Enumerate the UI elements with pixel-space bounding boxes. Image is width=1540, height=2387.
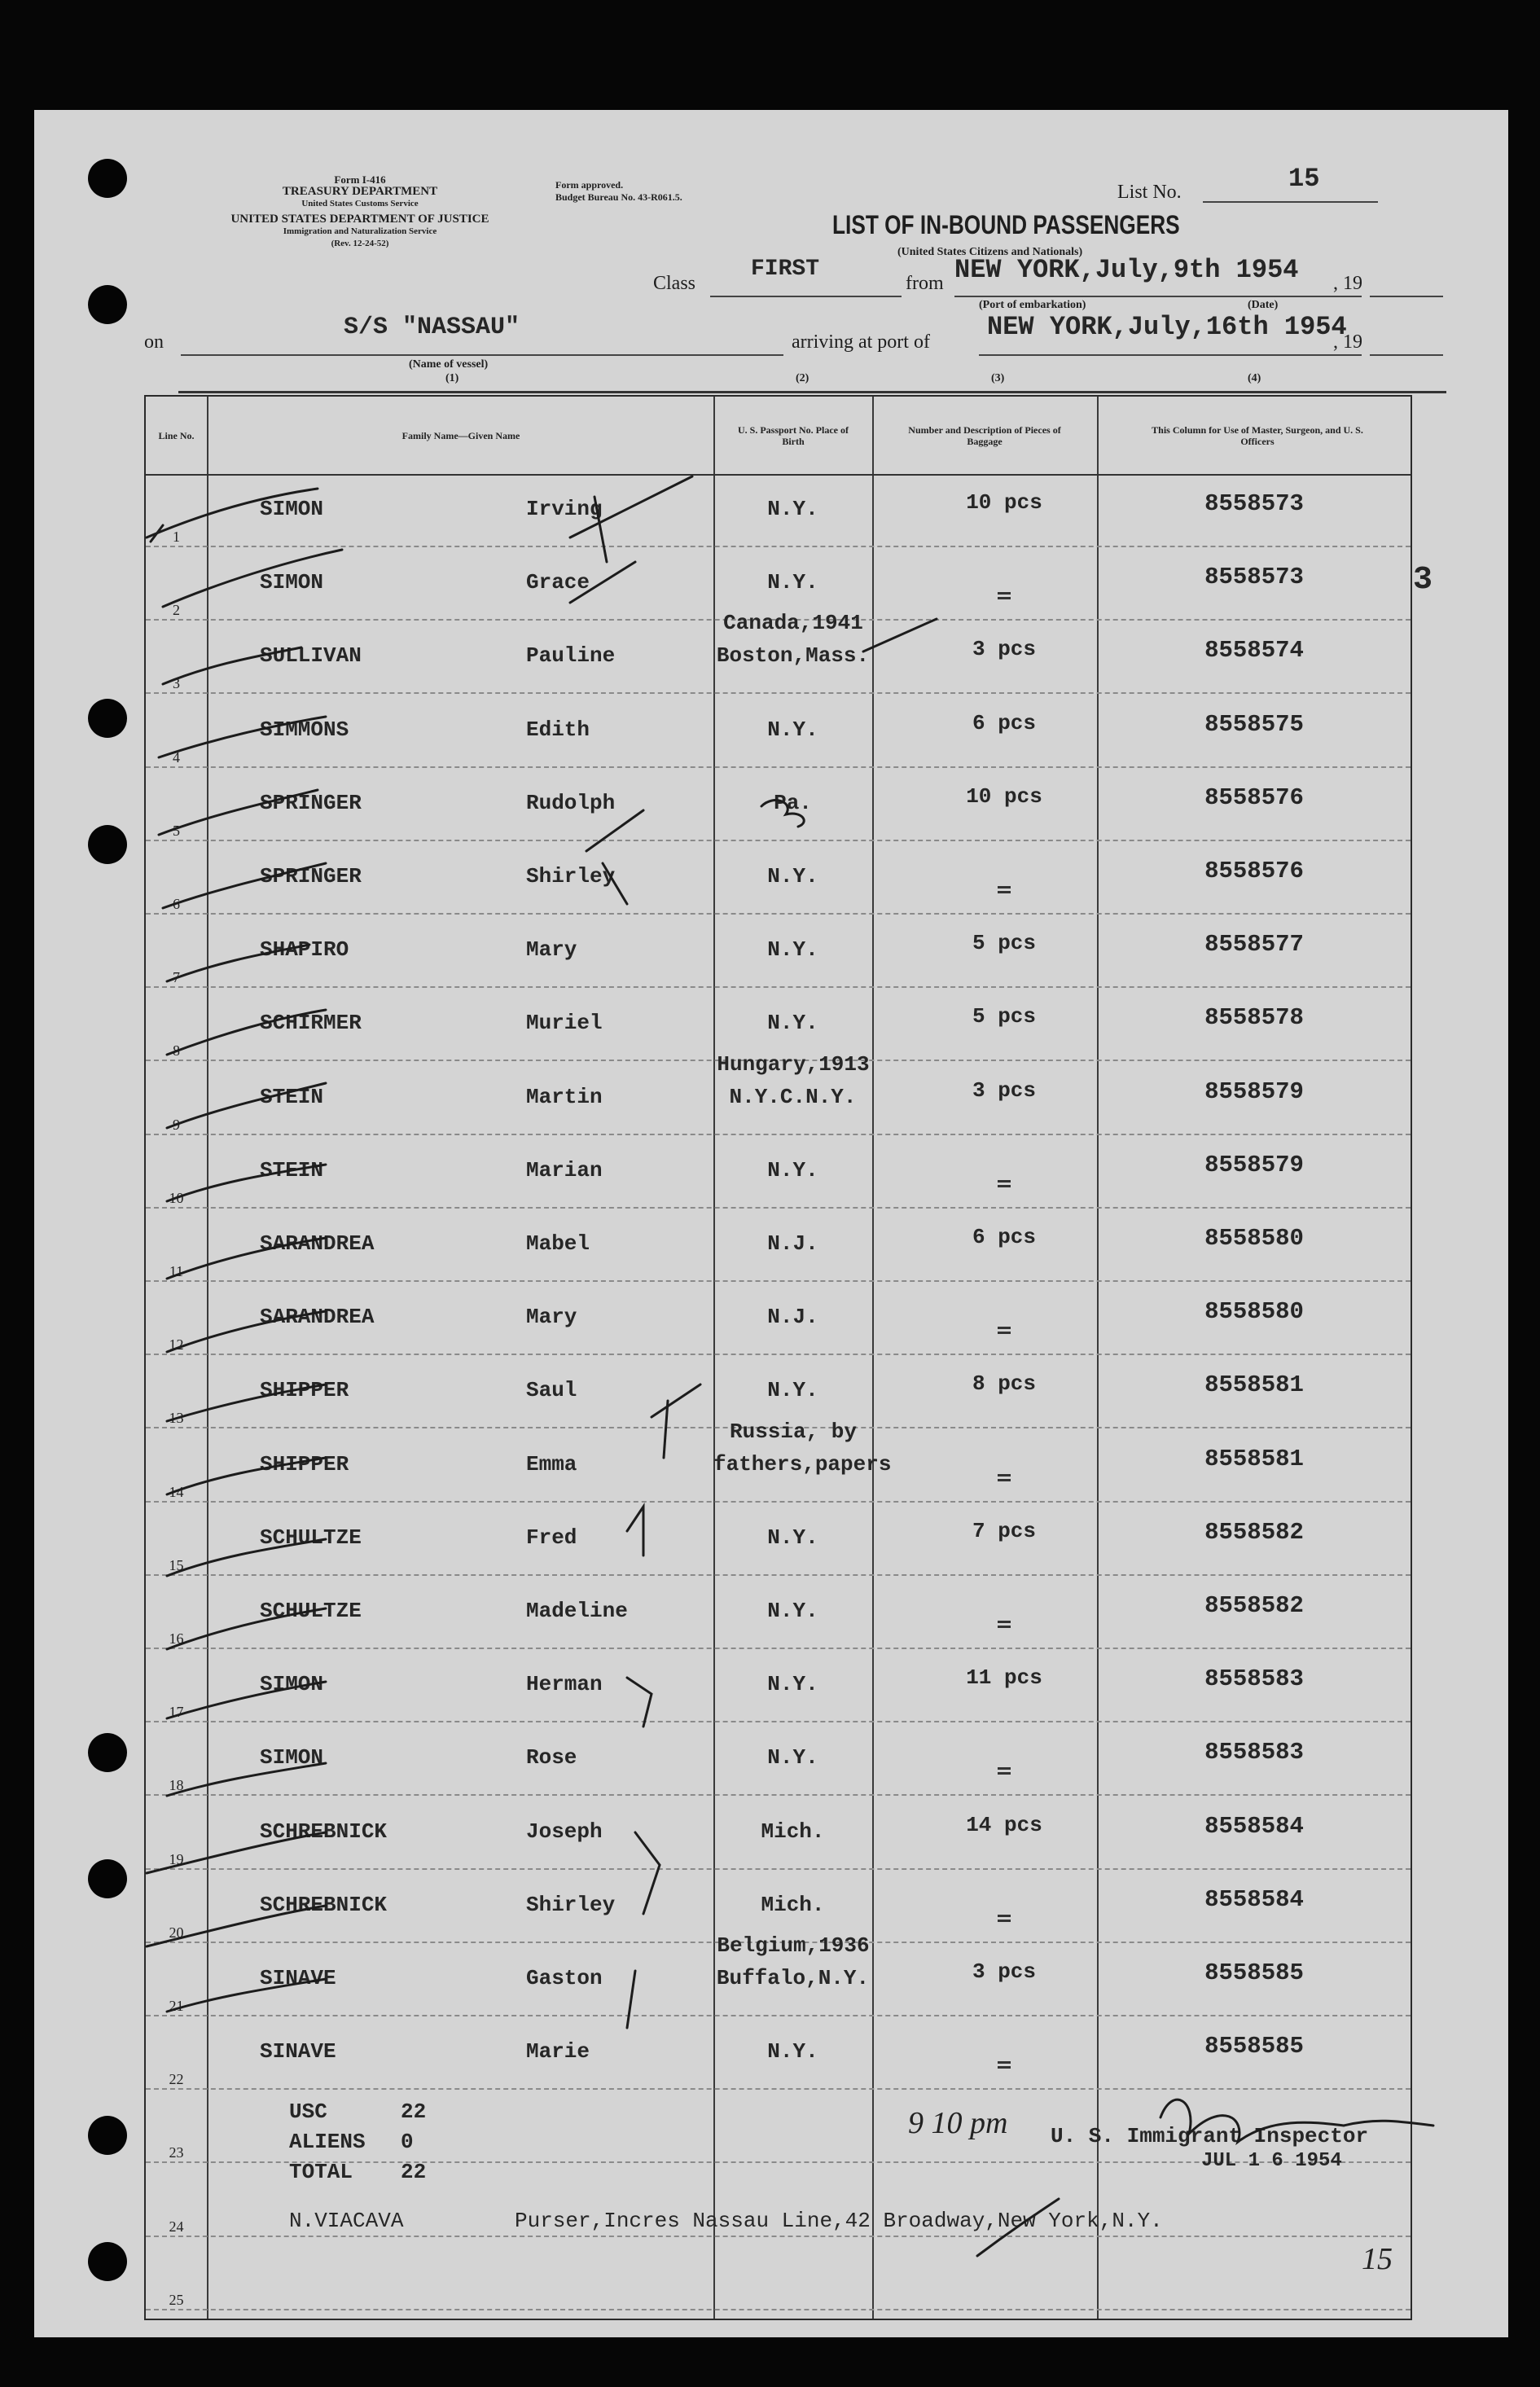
table-row: [146, 1576, 1411, 1649]
baggage: 6 pcs: [972, 710, 1036, 735]
place-of-birth: N.Y.: [767, 2039, 818, 2064]
table-row: [146, 611, 1411, 694]
given-name: Mabel: [526, 1231, 590, 1256]
line-number: 14: [169, 1483, 184, 1500]
place-of-birth: Mich.: [761, 1819, 825, 1844]
family-name: SINAVE: [260, 2039, 336, 2064]
given-name: Fred: [526, 1525, 577, 1550]
given-name: Madeline: [526, 1599, 628, 1623]
family-name: SCHREBNICK: [260, 1892, 388, 1917]
line-number: 8: [173, 1042, 180, 1060]
col-num-1: (1): [445, 372, 459, 384]
on-label: on: [144, 331, 164, 353]
official-number: 8558580: [1204, 1298, 1304, 1326]
table-row: [146, 1355, 1411, 1428]
ditto-mark: [926, 874, 1082, 899]
line-number: 6: [173, 896, 180, 912]
table-row: [146, 1135, 1411, 1209]
family-name: STEIN: [260, 1157, 324, 1183]
line-number: 21: [169, 1998, 184, 2014]
treasury-dept: TREASURY DEPARTMENT: [282, 185, 438, 198]
given-name: Herman: [526, 1672, 603, 1697]
year-suffix-2: , 19: [1333, 331, 1362, 353]
form-number: Form I-416: [334, 173, 386, 186]
family-name: SCHULTZE: [260, 1525, 362, 1550]
given-name: Martin: [526, 1084, 603, 1109]
official-number: 8558583: [1204, 1665, 1304, 1693]
place-of-birth: Mich.: [761, 1892, 825, 1917]
place-of-birth: N.Y.: [767, 1672, 818, 1697]
place-of-birth: N.Y.: [767, 1157, 818, 1183]
table-row: [146, 768, 1411, 841]
line-number: 2: [173, 602, 180, 619]
table-row: [146, 1503, 1411, 1576]
family-name: SHIPPER: [260, 1451, 349, 1477]
given-name: Rudolph: [526, 790, 616, 815]
official-number: 8558582: [1204, 1592, 1304, 1619]
ditto-mark: [926, 1314, 1082, 1340]
family-name: SIMON: [260, 1745, 324, 1771]
table-row: [146, 841, 1411, 915]
birth-note: Belgium,1936: [717, 1933, 870, 1958]
official-number: 8558582: [1204, 1518, 1304, 1546]
given-name: Rose: [526, 1745, 577, 1771]
budget-bureau: Budget Bureau No. 43-R061.5.: [555, 191, 682, 203]
usc-count: 22: [401, 2100, 427, 2124]
official-number: 8558574: [1204, 637, 1304, 665]
arriving-label: arriving at port of: [792, 331, 930, 353]
col-header-passport: U. S. Passport No. Place of Birth: [738, 423, 849, 447]
line-number: 20: [169, 1924, 184, 1941]
total-label: TOTAL: [289, 2160, 353, 2184]
official-number: 8558577: [1204, 931, 1304, 959]
line-number: 25: [169, 2291, 184, 2308]
table-row: [146, 547, 1411, 621]
place-of-birth: N.Y.: [767, 1011, 818, 1036]
place-of-birth: N.J.: [767, 1305, 818, 1330]
birth-note: Hungary,1913: [717, 1051, 870, 1077]
place-of-birth: N.Y.: [767, 570, 818, 595]
purser-name: N.VIACAVA: [289, 2209, 404, 2233]
punch-hole: [88, 2116, 127, 2155]
form-approved: Form approved.: [555, 179, 624, 191]
inspector-title: U. S. Immigrant Inspector: [1051, 2124, 1369, 2148]
ditto-mark: [926, 1755, 1082, 1780]
total-count: 22: [401, 2160, 427, 2184]
baggage: 5 pcs: [972, 1004, 1036, 1029]
baggage: 14 pcs: [966, 1812, 1042, 1837]
customs-service: United States Customs Service: [301, 199, 419, 208]
place-of-birth: fathers,papers: [713, 1451, 892, 1477]
table-row: [146, 1722, 1411, 1796]
place-of-birth: N.Y.: [767, 717, 818, 742]
col-num-3: (3): [991, 372, 1005, 384]
given-name: Pauline: [526, 643, 616, 669]
table-row: [146, 2237, 1411, 2310]
line-number: 22: [169, 2071, 184, 2088]
given-name: Irving: [526, 497, 603, 521]
place-of-birth: N.Y.: [767, 1745, 818, 1771]
place-of-birth: Boston,Mass.: [716, 643, 870, 669]
family-name: SULLIVAN: [260, 643, 362, 669]
given-name: Gaston: [526, 1966, 603, 1990]
col-header-baggage: Number and Description of Pieces of Baggage: [908, 423, 1061, 447]
col-header-name: Family Name—Given Name: [401, 429, 520, 441]
baggage: 7 pcs: [972, 1518, 1036, 1543]
place-of-birth: N.Y.: [767, 1525, 818, 1550]
family-name: SARANDREA: [260, 1231, 375, 1256]
line-number: 7: [173, 969, 180, 986]
official-number: 8558576: [1204, 783, 1304, 811]
table-row: [146, 1419, 1411, 1503]
inspection-stamp-date: JUL 1 6 1954: [1201, 2150, 1342, 2172]
official-number: 8558585: [1204, 1959, 1304, 1986]
baggage: 3 pcs: [972, 1077, 1036, 1103]
baggage: 5 pcs: [972, 931, 1036, 956]
baggage: 11 pcs: [966, 1665, 1042, 1691]
passenger-table: [144, 395, 1412, 2320]
place-of-birth: N.J.: [767, 1231, 818, 1256]
line-number: 16: [169, 1630, 184, 1647]
ins-service: Immigration and Naturalization Service: [283, 226, 437, 236]
line-number: 12: [169, 1336, 184, 1354]
line-number: 18: [169, 1777, 184, 1794]
given-name: Emma: [526, 1451, 577, 1477]
given-name: Shirley: [526, 864, 616, 889]
official-number: 8558584: [1204, 1885, 1304, 1913]
date-caption: (Date): [1248, 299, 1279, 311]
purser-address: Purser,Incres Nassau Line,42 Broadway,New York,N.Y.: [515, 2209, 1163, 2233]
vessel-name: S/S "NASSAU": [344, 314, 520, 341]
class-label: Class: [653, 273, 696, 294]
col-header-line: Line No.: [158, 429, 195, 441]
given-name: Shirley: [526, 1892, 616, 1917]
table-row: [146, 1209, 1411, 1282]
baggage: 3 pcs: [972, 637, 1036, 662]
baggage: 8 pcs: [972, 1371, 1036, 1397]
ditto-mark: [926, 1168, 1082, 1193]
punch-hole: [88, 1733, 127, 1772]
family-name: SCHREBNICK: [260, 1819, 388, 1844]
usc-label: USC: [289, 2100, 327, 2124]
place-of-birth: Buffalo,N.Y.: [716, 1966, 870, 1990]
official-number: 8558576: [1204, 858, 1304, 884]
given-name: Mary: [526, 1305, 577, 1330]
table-row: [146, 1933, 1411, 2016]
line-number: 17: [169, 1704, 184, 1721]
from-label: from: [906, 273, 944, 294]
place-of-birth: N.Y.: [767, 497, 818, 521]
official-number: 8558585: [1204, 2033, 1304, 2060]
baggage: 10 pcs: [966, 783, 1042, 809]
place-of-birth: N.Y.C.N.Y.: [729, 1084, 857, 1109]
line-number: 11: [169, 1263, 184, 1279]
margin-note: 15: [1362, 2242, 1393, 2276]
family-name: SIMON: [260, 1672, 324, 1697]
punch-hole: [88, 159, 127, 198]
official-number: 8558573: [1204, 490, 1304, 517]
table-row: [146, 1649, 1411, 1722]
arrival-time: 9 10 pm: [908, 2106, 1008, 2140]
family-name: SPRINGER: [260, 864, 362, 889]
table-row: [146, 915, 1411, 988]
table-row: [146, 1051, 1411, 1135]
family-name: SIMON: [260, 570, 324, 595]
given-name: Mary: [526, 937, 577, 963]
ditto-mark: [926, 2049, 1082, 2074]
justice-dept: UNITED STATES DEPARTMENT OF JUSTICE: [230, 213, 489, 226]
place-of-birth: N.Y.: [767, 1378, 818, 1403]
given-name: Joseph: [526, 1819, 603, 1844]
given-name: Muriel: [526, 1011, 603, 1036]
ditto-mark: [926, 1462, 1082, 1487]
line-number: 15: [169, 1556, 184, 1573]
punch-hole: [88, 1859, 127, 1898]
line-number: 24: [169, 2218, 184, 2235]
table-row: [146, 1870, 1411, 1943]
birth-note: Russia, by: [729, 1419, 858, 1444]
official-number: 8558583: [1204, 1739, 1304, 1766]
family-name: SPRINGER: [260, 790, 362, 815]
side-mark: 3: [1413, 562, 1433, 599]
year-suffix-1: , 19: [1333, 273, 1362, 294]
official-number: 8558580: [1204, 1225, 1304, 1252]
official-number: 8558584: [1204, 1812, 1304, 1840]
table-row: [146, 474, 1411, 547]
family-name: SCHIRMER: [260, 1011, 362, 1036]
line-number: 1: [173, 529, 180, 545]
vessel-caption: (Name of vessel): [409, 358, 489, 371]
official-number: 8558579: [1204, 1077, 1304, 1105]
table-row: [146, 1797, 1411, 1870]
given-name: Saul: [526, 1378, 577, 1403]
form-approval: [555, 179, 682, 204]
place-of-birth: Pa.: [774, 790, 812, 815]
table-row: [146, 988, 1411, 1061]
page-subtitle: (United States Citizens and Nationals): [897, 246, 1083, 258]
table-row: [146, 1282, 1411, 1355]
class-value: FIRST: [751, 257, 820, 282]
arriving-value: NEW YORK,July,16th 1954: [987, 312, 1347, 342]
col-num-2: (2): [796, 372, 809, 384]
place-of-birth: N.Y.: [767, 1599, 818, 1623]
family-name: SCHULTZE: [260, 1599, 362, 1623]
official-number: 8558573: [1204, 564, 1304, 591]
family-name: SHAPIRO: [260, 937, 349, 963]
punch-hole: [88, 699, 127, 738]
family-name: SINAVE: [260, 1966, 336, 1990]
col-num-4: (4): [1248, 372, 1261, 384]
table-row: [146, 695, 1411, 768]
place-of-birth: N.Y.: [767, 864, 818, 889]
col-header-officers: This Column for Use of Master, Surgeon, and U. S. Officers: [1152, 423, 1363, 447]
family-name: SIMMONS: [260, 717, 349, 742]
ditto-mark: [926, 1608, 1082, 1634]
given-name: Edith: [526, 717, 590, 742]
line-number: 10: [169, 1189, 184, 1206]
line-number: 3: [173, 675, 180, 692]
family-name: SHIPPER: [260, 1378, 349, 1403]
family-name: SIMON: [260, 497, 324, 521]
official-number: 8558575: [1204, 710, 1304, 738]
page-title: LIST OF IN-BOUND PASSENGERS: [832, 210, 1180, 239]
list-no-label: List No.: [1117, 182, 1182, 203]
embark-caption: (Port of embarkation): [979, 299, 1086, 311]
family-name: STEIN: [260, 1084, 324, 1109]
official-number: 8558581: [1204, 1445, 1304, 1472]
given-name: Grace: [526, 570, 590, 595]
list-number: 15: [1288, 164, 1320, 194]
line-number: 9: [173, 1116, 180, 1133]
line-number: 13: [169, 1410, 184, 1427]
birth-note: Canada,1941: [723, 611, 863, 636]
aliens-label: ALIENS: [289, 2130, 366, 2154]
line-number: 4: [173, 748, 180, 766]
given-name: Marie: [526, 2039, 590, 2064]
official-number: 8558581: [1204, 1371, 1304, 1399]
place-of-birth: N.Y.: [767, 937, 818, 963]
from-value: NEW YORK,July,9th 1954: [954, 255, 1299, 285]
line-number: 5: [173, 822, 180, 839]
line-number: 19: [169, 1850, 184, 1867]
given-name: Marian: [526, 1157, 603, 1183]
form-revision: (Rev. 12-24-52): [331, 239, 389, 248]
baggage: 6 pcs: [972, 1225, 1036, 1249]
punch-hole: [88, 825, 127, 864]
baggage: 10 pcs: [966, 490, 1042, 515]
baggage: 3 pcs: [972, 1959, 1036, 1984]
line-number: 23: [169, 2144, 184, 2161]
punch-hole: [88, 2242, 127, 2281]
official-number: 8558578: [1204, 1004, 1304, 1032]
form-header-left: [165, 173, 555, 250]
punch-hole: [88, 285, 127, 324]
aliens-count: 0: [401, 2130, 414, 2154]
ditto-mark: [926, 1902, 1082, 1928]
table-row: [146, 2016, 1411, 2090]
ditto-mark: [926, 580, 1082, 605]
official-number: 8558579: [1204, 1151, 1304, 1178]
family-name: SARANDREA: [260, 1305, 375, 1330]
